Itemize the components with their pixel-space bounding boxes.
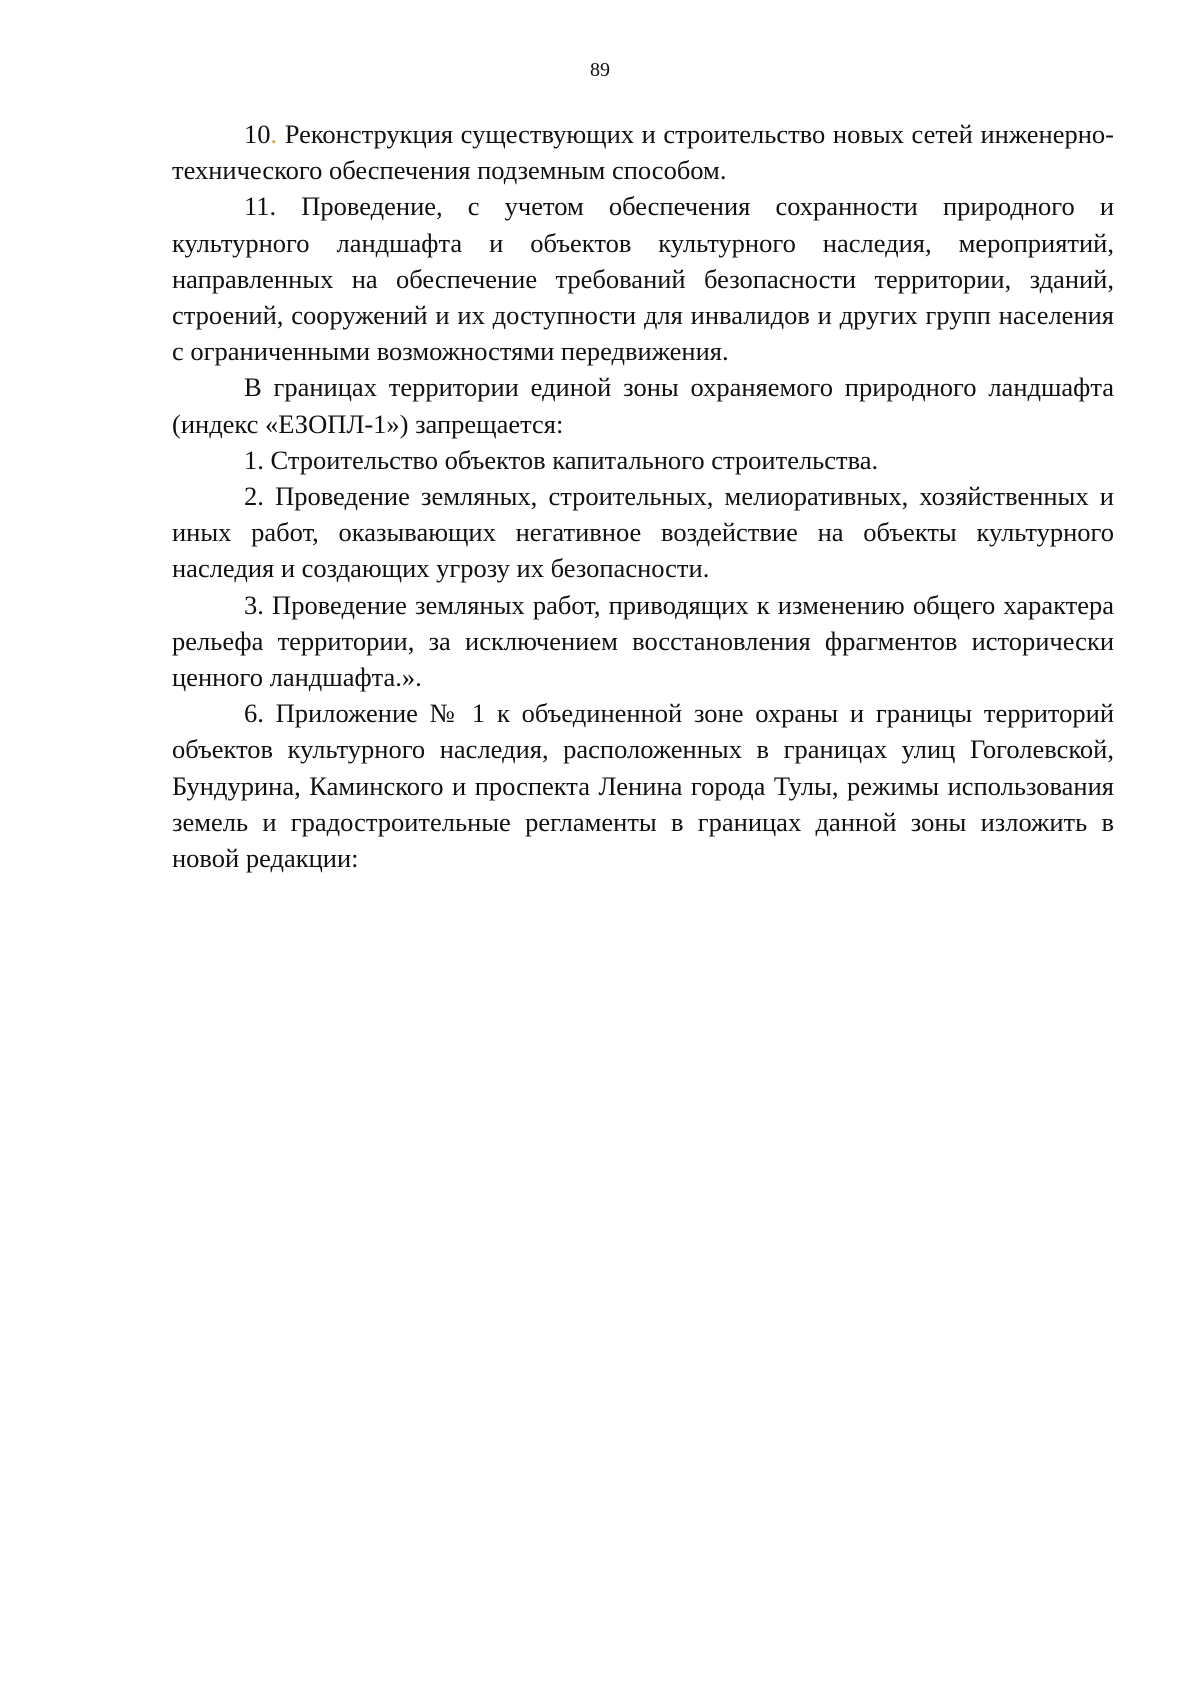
paragraph-prohibition-1: 1. Строительство объектов капитального строительства.: [244, 444, 879, 475]
document-body: [172, 116, 1114, 876]
paragraph-item-6: 6. Приложение № 1 к объединенной зоне охраны и границы территорий объектов культурного наследия, расположенных в границах улиц Гоголевской, Бундурина, Каминского и проспекта Ленина города Тулы, режимы использования земель и градостроительные регламенты в границах данной зоны изложить в новой редакции:: [172, 698, 1114, 874]
paragraph-prohibition-2: 2. Проведение земляных, строительных, мелиоративных, хозяйственных и иных работ, оказывающих негативное воздействие на объекты культурного наследия и создающих угрозу их безопасности.: [172, 481, 1114, 584]
page-number: 89: [590, 59, 610, 81]
paragraph-item-11: 11. Проведение, с учетом обеспечения сохранности природного и культурного ландшафта и объектов культурного наследия, мероприятий, направленных на обеспечение требований безопасности территории, зданий, строений, сооружений и их доступности для инвалидов и других групп населения с ограниченными возможностями передвижения.: [172, 191, 1114, 367]
paragraph-item-10: [172, 116, 1114, 188]
paragraph-number-separator: .: [270, 119, 278, 149]
paragraph-number: 10: [244, 119, 271, 149]
paragraph-text: Реконструкция существующих и строительство новых сетей инженерно-технического обеспечения подземным способом.: [172, 119, 1114, 186]
paragraph-prohibition-3: 3. Проведение земляных работ, приводящих к изменению общего характера рельефа территории, за исключением восстановления фрагментов исторически ценного ландшафта.».: [172, 589, 1114, 693]
paragraph-prohibitions-intro: В границах территории единой зоны охраняемого природного ландшафта (индекс «ЕЗОПЛ-1») запрещается:: [172, 372, 1114, 439]
